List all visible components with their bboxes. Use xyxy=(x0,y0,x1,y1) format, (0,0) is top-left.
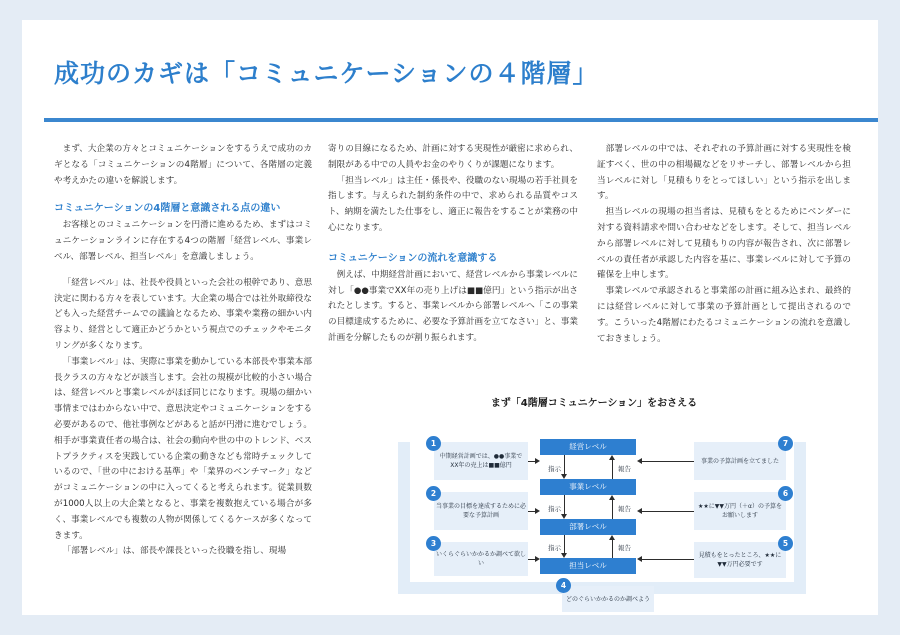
level-management: 経営レベル xyxy=(540,439,636,455)
section-heading-four-layers: コミュニケーションの4階層と意識される点の違い xyxy=(54,203,281,215)
instruct-line-1 xyxy=(564,455,565,474)
connector-6 xyxy=(642,511,694,512)
report-arrow-1 xyxy=(609,455,615,460)
step-card-7: 事業の予算計画を立てました xyxy=(694,442,786,480)
communication-diagram xyxy=(384,394,804,615)
connector-1 xyxy=(528,461,535,462)
title-rule xyxy=(44,118,878,122)
instruct-line-2 xyxy=(564,495,565,514)
diagram-title: まず「4階層コミュニケーション」をおさえる xyxy=(490,398,698,409)
page-title: 成功のカギは「コミュニケーションの４階層」 xyxy=(54,59,599,88)
report-label-1: 報告 xyxy=(618,465,631,473)
column-2 xyxy=(328,142,578,347)
step-card-4: どのぐらいかかるのか調べよう xyxy=(562,586,654,612)
connector-arrow-1 xyxy=(535,458,540,464)
column-1 xyxy=(54,142,312,560)
step-card-2: 当事業の目標を達成するために必要な予算計画 xyxy=(434,492,528,530)
connector-2 xyxy=(528,511,535,512)
section-heading-flow: コミュニケーションの流れを意識する xyxy=(328,252,498,264)
step-card-3: いくらぐらいかかるか調べて欲しい xyxy=(434,542,528,576)
step-number-4: 4 xyxy=(556,578,571,593)
report-line-1 xyxy=(612,460,613,479)
report-label-3: 報告 xyxy=(618,544,631,552)
level-staff: 担当レベル xyxy=(540,558,636,574)
flow-track-right xyxy=(794,442,806,592)
instruct-arrow-2 xyxy=(561,514,567,519)
report-arrow-3 xyxy=(609,535,615,540)
step-number-6: 6 xyxy=(778,486,793,501)
four-layers-paragraph: お客様とのコミュニケーションを円滑に進めるため、まずはコミュニケーションラインに存在する4つの階層「経営レベル、事業レベル、部署レベル、担当レベル」を意識しましょう。 xyxy=(54,220,312,262)
level-department: 部署レベル xyxy=(540,519,636,535)
report-arrow-2 xyxy=(609,495,615,500)
approval-paragraph: 事業レベルで承認されると事業部の計画に組み込まれ、最終的には経営レベルに対して事業の予算計画として提出されるのです。こういった4階層にわたるコミュニケーションの流れを意識しておきましょう。 xyxy=(597,286,851,344)
connector-arrow-5 xyxy=(637,556,642,562)
report-line-2 xyxy=(612,500,613,519)
report-line-3 xyxy=(612,540,613,558)
connector-5 xyxy=(642,559,694,560)
intro-paragraph: まず、大企業の方々とコミュニケーションをするうえで成功のカギとなる「コミュニケーションの4階層」について、各階層の定義や考えかたの違いを解説します。 xyxy=(54,144,312,186)
step-number-5: 5 xyxy=(778,536,793,551)
connector-arrow-3 xyxy=(535,556,540,562)
staff-level-paragraph: 「担当レベル」は主任・係長や、役職のない現場の若手社員を指します。与えられた制約条件の中で、求められる品質やコスト、納期を満たした仕事をし、適正に報告をすることが業務の中心になります。 xyxy=(328,175,578,233)
connector-arrow-6 xyxy=(637,508,642,514)
report-label-2: 報告 xyxy=(618,505,631,513)
connector-3 xyxy=(528,559,535,560)
step-number-7: 7 xyxy=(778,436,793,451)
document-page xyxy=(22,20,878,615)
connector-arrow-2 xyxy=(535,508,540,514)
staff-quote-paragraph: 担当レベルの現場の担当者は、見積もをとるためにベンダーに対する資料請求や問い合わせなどをします。そして、担当レベルから部署レベルに対して見積もりの内容が報告され、次に部署レベルの責任者が承認した内容を基に、事業レベルに対して予算の確保を上申します。 xyxy=(597,207,851,281)
step-card-5: 見積もをとったところ、★★に▼▼万円必要です xyxy=(694,542,786,578)
column-3 xyxy=(597,142,851,347)
flow-track-left xyxy=(398,442,410,592)
instruct-arrow-1 xyxy=(561,474,567,479)
step-card-1: 中期経営計画では、●●事業でXX年の売上は■■億円 xyxy=(434,442,528,480)
level-business: 事業レベル xyxy=(540,479,636,495)
instruct-arrow-3 xyxy=(561,553,567,558)
management-level-paragraph: 「経営レベル」は、社長や役員といった会社の根幹であり、意思決定に関わる方々を表しています。大企業の場合では社外取締役なども入った経営チームでの議論となるため、事業や業務の細かい内容より、経営として適正かどうかという視点でのチェックやモニタリングが多くなります。 xyxy=(54,277,312,351)
instruct-label-1: 指示 xyxy=(548,465,561,473)
department-level-paragraph: 「部署レベル」は、部長や課長といった役職を指し、現場 xyxy=(62,546,287,557)
instruct-label-3: 指示 xyxy=(548,544,561,552)
flow-example-paragraph: 例えば、中期経営計画において、経営レベルから事業レベルに対し「●●事業でXX年の売り上げは■■億円」という指示が出されたとします。すると、事業レベルから部署レベルへ「この事業の目標達成するために、必要な予算計画を立てなさい」と、事業計画を分解したものが割り振られます。 xyxy=(328,269,578,343)
department-level-continued: 寄りの目線になるため、計画に対する実現性が厳密に求められ、制限がある中での人員やお金のやりくりが課題になります。 xyxy=(328,144,578,170)
instruct-label-2: 指示 xyxy=(548,505,561,513)
instruct-line-3 xyxy=(564,535,565,553)
connector-arrow-7 xyxy=(637,458,642,464)
connector-7 xyxy=(642,461,694,462)
step-number-1: 1 xyxy=(426,436,441,451)
step-card-6: ★★に▼▼万円（＋α）の予算をお願いします xyxy=(694,492,786,530)
department-research-paragraph: 部署レベルの中では、それぞれの予算計画に対する実現性を検証すべく、世の中の相場観などをリサーチし、部署レベルから担当レベルに対し「見積もりをとってほしい」という指示を出します。 xyxy=(597,144,851,202)
step-number-3: 3 xyxy=(426,536,441,551)
step-number-2: 2 xyxy=(426,486,441,501)
business-level-paragraph: 「事業レベル」は、実際に事業を動かしている本部長や事業本部長クラスの方々などが該当します。会社の規模が比較的小さい場合は、経営レベルと事業レベルがほぼ同じになります。現場の細かい事情まではわからない中で、意思決定やコミュニケーションをする必要があるので、他社事例などがあると話が円滑に進むでしょう。相手が事業責任者の場合は、社会の動向や世の中のトレンド、ベストプラクティスを実践している企業の動きなども常時チェックしているので、「世の中における基準」や「業界のベンチマーク」などがコミュニケーションの中に入ってくると考えられます。従業員数が1000人以上の大企業となると、事業を複数抱えている場合が多く、事業レベルでも複数の人物が関係してくるケースが多くなってきます。 xyxy=(54,356,312,541)
